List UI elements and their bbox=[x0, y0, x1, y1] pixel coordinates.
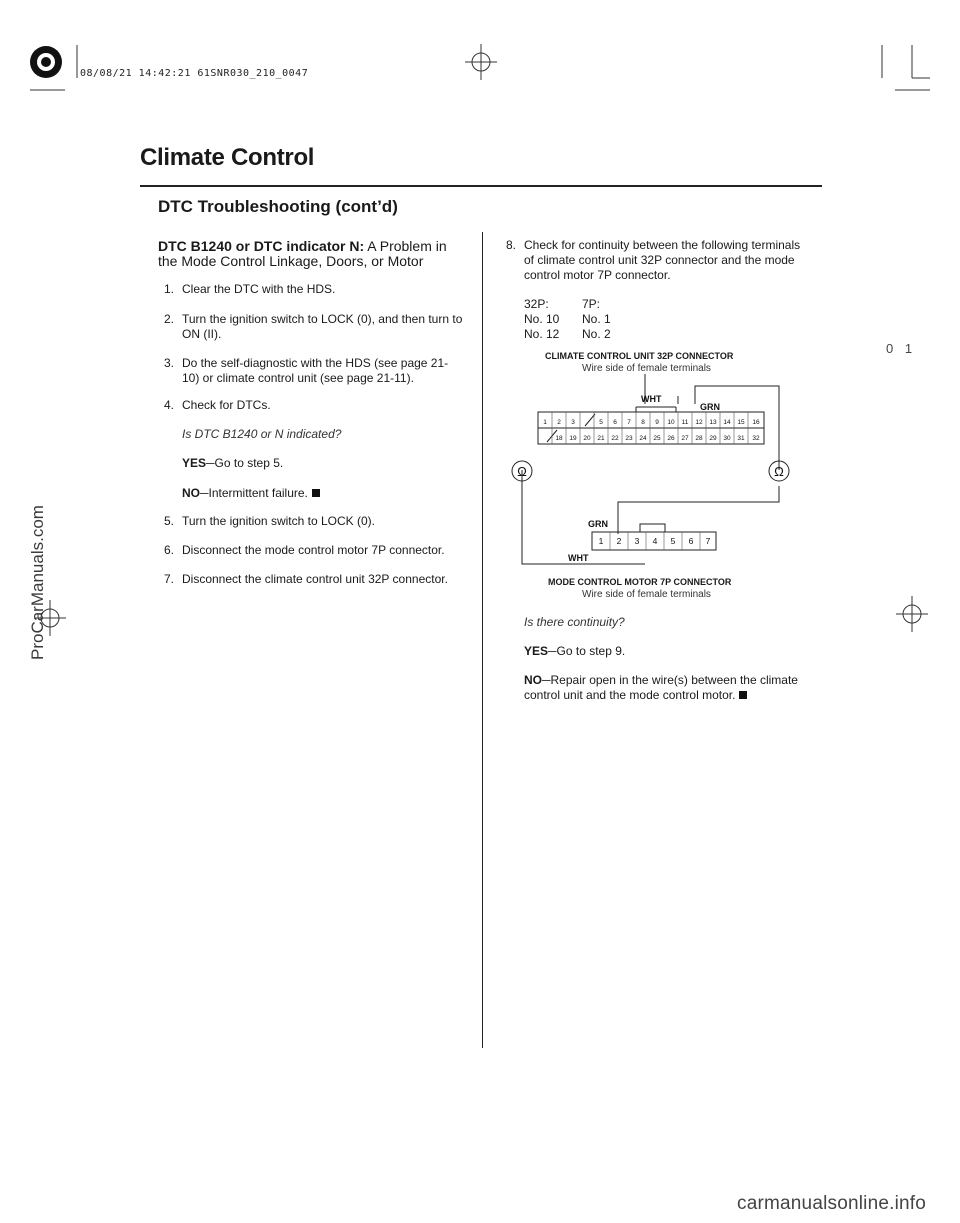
pin-bottom: 22 bbox=[611, 435, 619, 442]
pin-top: 11 bbox=[681, 419, 689, 426]
mc-connector-title: MODE CONTROL MOTOR 7P CONNECTOR bbox=[548, 577, 732, 587]
pin-table: 32P: 7P: No. 10 No. 1 No. 12 No. 2 bbox=[524, 297, 611, 341]
dtc-desc-1: A Problem in bbox=[364, 238, 447, 254]
pin-top: 8 bbox=[641, 419, 645, 426]
pin-bottom: 29 bbox=[709, 435, 717, 442]
mc-pin: 2 bbox=[616, 536, 622, 546]
step-4: 4. Check for DTCs. bbox=[164, 398, 271, 412]
pin-top: 13 bbox=[709, 419, 717, 426]
mc-pin: 5 bbox=[670, 536, 676, 546]
pin-bottom: 31 bbox=[737, 435, 745, 442]
pin-bottom: 23 bbox=[625, 435, 633, 442]
wire-link bbox=[618, 486, 779, 534]
step-2: 2. Turn the ignition switch to LOCK (0), and then turn to ON (II). bbox=[164, 312, 463, 341]
pin-bottom: 32 bbox=[752, 435, 760, 442]
yes-1: YES─Go to step 5. bbox=[182, 456, 284, 470]
no-1: NO─Intermittent failure. bbox=[182, 486, 320, 501]
print-timestamp: 08/08/21 14:42:21 61SNR030_210_0047 bbox=[80, 68, 309, 79]
pin-top: 2 bbox=[557, 419, 561, 426]
step-7: 7. Disconnect the climate control unit 32P connector. bbox=[164, 572, 448, 586]
registration-target-icon bbox=[30, 46, 62, 78]
pin-top: 5 bbox=[599, 419, 603, 426]
wht-label-7p: WHT bbox=[568, 553, 589, 563]
footer-watermark: carmanualsonline.info bbox=[737, 1193, 927, 1214]
step-5: 5. Turn the ignition switch to LOCK (0). bbox=[164, 514, 375, 528]
pin-bottom: 26 bbox=[667, 435, 675, 442]
pin-bottom: 24 bbox=[639, 435, 647, 442]
pin-bottom: 19 bbox=[569, 435, 577, 442]
question-2: Is there continuity? bbox=[524, 615, 625, 629]
pin-bottom: 28 bbox=[695, 435, 703, 442]
mc-pin: 6 bbox=[688, 536, 694, 546]
pin-top: 1 bbox=[543, 419, 547, 426]
side-watermark: ProCarManuals.com bbox=[28, 505, 47, 660]
pin-top: 7 bbox=[627, 419, 631, 426]
dtc-desc-2: the Mode Control Linkage, Doors, or Motor bbox=[158, 253, 424, 269]
end-square-icon bbox=[312, 489, 320, 497]
step-3: 3. Do the self-diagnostic with the HDS (see page 21-10) or climate control unit (see page 21-11). bbox=[164, 356, 449, 385]
pin-bottom: 21 bbox=[597, 435, 605, 442]
pin-top: 9 bbox=[655, 419, 659, 426]
step-6: 6. Disconnect the mode control motor 7P connector. bbox=[164, 543, 445, 557]
page-title: Climate Control bbox=[140, 144, 315, 171]
mc-pin: 1 bbox=[598, 536, 604, 546]
no-2: NO─Repair open in the wire(s) between the climate control unit and the mode control motor. bbox=[524, 673, 798, 702]
ohm-icon: Ω bbox=[774, 464, 784, 479]
end-square-icon bbox=[739, 691, 747, 699]
grn-label-32p: GRN bbox=[700, 402, 720, 412]
cc-connector-subtitle: Wire side of female terminals bbox=[582, 363, 711, 374]
pin-top: 6 bbox=[613, 419, 617, 426]
mc-pin: 7 bbox=[705, 536, 711, 546]
column-divider bbox=[482, 232, 483, 1048]
pin-top: 3 bbox=[571, 419, 575, 426]
continuity-diagram bbox=[500, 374, 800, 586]
pin-bottom: 27 bbox=[681, 435, 689, 442]
grn-label-7p: GRN bbox=[588, 519, 608, 529]
pin-bottom: 20 bbox=[583, 435, 591, 442]
mc-connector-subtitle: Wire side of female terminals bbox=[582, 589, 711, 600]
mc-pin: 4 bbox=[652, 536, 658, 546]
ohm-icon: Ω bbox=[517, 464, 527, 479]
mc-pin: 3 bbox=[634, 536, 640, 546]
pin-bottom: 18 bbox=[555, 435, 563, 442]
title-rule bbox=[140, 185, 822, 187]
dtc-code: DTC B1240 or DTC indicator N bbox=[158, 238, 360, 254]
question-1: Is DTC B1240 or N indicated? bbox=[182, 427, 342, 441]
step-8: 8. Check for continuity between the following terminals of climate control unit 32P connector and the mode control motor 7P connector. bbox=[506, 238, 801, 282]
pin-top: 10 bbox=[667, 419, 675, 426]
wht-label-32p: WHT bbox=[641, 394, 662, 404]
corner-mark: 0 1 bbox=[886, 341, 917, 356]
pin-top: 16 bbox=[752, 419, 760, 426]
pin-bottom: 30 bbox=[723, 435, 731, 442]
pin-top: 12 bbox=[695, 419, 703, 426]
pin-bottom: 25 bbox=[653, 435, 661, 442]
pin-top: 14 bbox=[723, 419, 731, 426]
mc-latch bbox=[640, 524, 665, 532]
dtc-colon: : bbox=[359, 238, 365, 254]
pin-top: 15 bbox=[737, 419, 745, 426]
step-1: 1. Clear the DTC with the HDS. bbox=[164, 282, 336, 296]
section-subtitle: DTC Troubleshooting (cont’d) bbox=[158, 197, 398, 216]
cc-connector-title: CLIMATE CONTROL UNIT 32P CONNECTOR bbox=[545, 351, 734, 361]
yes-2: YES─Go to step 9. bbox=[524, 644, 626, 658]
